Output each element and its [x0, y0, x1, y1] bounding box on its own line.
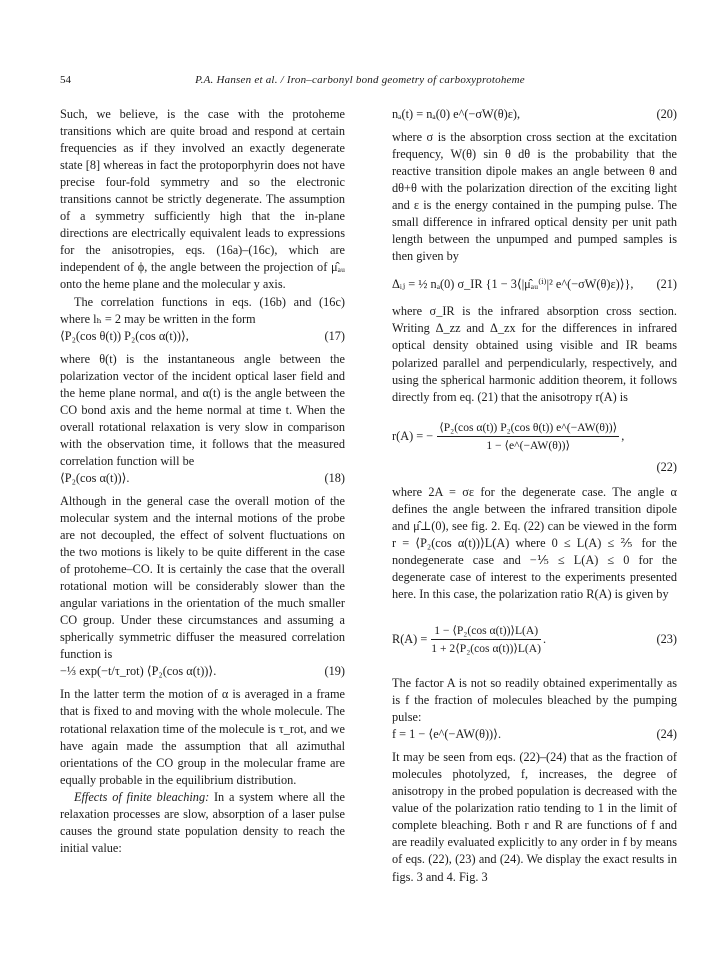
- equation-18: [60, 470, 345, 486]
- equation-number: (24): [656, 727, 677, 742]
- body-paragraph: where σ_IR is the infrared absorption cross section. Writing Δ_zz and Δ_zx for the differences in infrared optical density obtained using visible and IR beams polarized parallel and perpendicularly, respectively, and using the spherical harmonic addition theorem, it follows directly from eq. (21) that the anisotropy r(A) is: [392, 304, 677, 404]
- equation-20: [392, 106, 677, 122]
- equation-number: (17): [324, 328, 345, 343]
- equation-body: −⅓ exp(−t/τ_rot) ⟨P₂(cos α(t))⟩.: [60, 664, 217, 679]
- equation-lhs: R(A) =: [392, 632, 428, 647]
- body-paragraph: It may be seen from eqs. (22)–(24) that as the fraction of molecules photolyzed, f, increases, the degree of anisotropy in the probed population is decreased with the value of the polarization ratio tending to 1 in the limit of complete bleaching. Both r and R are functions of f and are readily evaluated explicitly to any order in f by means of eqs. (22), (23) and (24). We display the exact results in figs. 3 and 4. Fig. 3: [392, 750, 677, 884]
- body-text: In a system where all the relaxation processes are slow, absorption of a laser pulse causes the ground state population density to reach the initial value:: [60, 789, 345, 855]
- equation-24: [392, 726, 677, 742]
- body-paragraph: where θ(t) is the instantaneous angle between the polarization vector of the incident optical laser field and the heme plane normal, and α(t) is the angle between the CO bond axis and the heme normal at time t. When the overall rotational relaxation is very slow in comparison with the observation time, it follows that the measured correlation function will be: [60, 351, 345, 468]
- equation-fraction: [437, 420, 619, 453]
- equation-number: (23): [656, 632, 677, 647]
- equation-number: (21): [656, 277, 677, 292]
- equation-number: (18): [324, 470, 345, 485]
- body-paragraph: where σ is the absorption cross section at the excitation frequency, W(θ) sin θ dθ is the probability that the reactive transition dipole makes an angle between θ and dθ+θ with the polarization direction of the exciting light and ε is the energy contained in the pumping pulse. The small difference in infrared optical density per unit path length between the unpumped and pumped samples is then given by: [392, 130, 677, 264]
- running-title: P.A. Hansen et al. / Iron–carbonyl bond geometry of carboxyprotoheme: [195, 74, 525, 86]
- equation-17: [60, 328, 345, 344]
- body-paragraph: where 2A = σε for the degenerate case. The angle α defines the angle between the infrared transition dipole and μ̂⊥(0), see fig. 2. Eq. (22) can be viewed in the form r = ⟨P₂(cos α(t))⟩L(A) where 0 ≤ L(A) ≤ ⅖ for the nondegenerate case and −⅕ ≤ L(A) ≤ 0 for the degenerate case of interest to the experiments presented here. In this case, the polarization ratio R(A) is given by: [392, 484, 677, 601]
- fraction-denominator: 1 + 2⟨P₂(cos α(t))⟩L(A): [431, 641, 542, 655]
- equation-body: f = 1 − ⟨e^(−AW(θ))⟩.: [392, 727, 502, 742]
- body-paragraph: Although in the general case the overall motion of the molecular system and the internal motions of the probe are not decoupled, the effect of solvent fluctuations on the two motions is likely to be quite different in the case of protoheme–CO. It is certainly the case that the overall rotational motion will be considerably slower than the angular variations in the orientation of the much smaller CO group. Under these circumstances and assuming a spherically symmetric diffuser the measured correlation function is: [60, 493, 345, 662]
- body-paragraph: Such, we believe, is the case with the protoheme transitions which are quite broad and respond at certain frequencies as if they involved an exactly degenerate state [8] whereas in fact the protoporphyrin does not have precise four-fold symmetry and so the electronic transitions cannot be strictly degenerate. The assumption of a symmetry sufficiently high that the in-plane directions are electrically equivalent leads to expressions for the anisotropies, eqs. (16a)–(16c), which are independent of ϕ, the angle between the projection of μ̂ₐᵤ onto the heme plane and the molecular y axis.: [60, 107, 345, 292]
- body-paragraph: In the latter term the motion of α is averaged in a frame that is fixed to and moving with the whole molecule. The rotational relaxation time of the molecule is τ_rot, and we have again made the assumption that all azimuthal orientations of the CO group in the molecular frame are equally probable in the equilibrium distribution.: [60, 687, 345, 787]
- equation-number: (19): [324, 664, 345, 679]
- equation-number: (20): [656, 107, 677, 121]
- equation-tail: ,: [621, 428, 625, 443]
- fraction-numerator: 1 − ⟨P₂(cos α(t))⟩L(A): [434, 623, 539, 637]
- equation-number: (22): [656, 459, 677, 474]
- fraction-denominator: 1 − ⟨e^(−AW(θ))⟩: [486, 438, 571, 452]
- equation-22: [392, 420, 677, 476]
- equation-lhs: r(A) = −: [392, 428, 434, 443]
- page-number: 54: [60, 74, 71, 86]
- body-paragraph: The factor A is not so readily obtained experimentally as is f the fraction of molecules bleached by the pumping pulse:: [392, 676, 677, 725]
- body-paragraph: The correlation functions in eqs. (16b) and (16c) where lₕ = 2 may be written in the form: [60, 294, 345, 326]
- body-paragraph: [60, 789, 345, 857]
- page-header: [60, 72, 660, 88]
- equation-19: [60, 663, 345, 679]
- section-subhead: Effects of finite bleaching:: [74, 789, 210, 804]
- equation-body: ⟨P₂(cos α(t))⟩.: [60, 470, 130, 485]
- right-column: [392, 106, 677, 886]
- left-column: [60, 106, 345, 857]
- equation-21: [392, 275, 677, 293]
- equation-body: ⟨P₂(cos θ(t)) P₂(cos α(t))⟩,: [60, 328, 189, 343]
- equation-fraction: [431, 623, 541, 656]
- fraction-numerator: ⟨P₂(cos α(t)) P₂(cos θ(t)) e^(−AW(θ))⟩: [439, 420, 618, 434]
- equation-body: nₐ(t) = nₐ(0) e^(−σW(θ)ε),: [392, 107, 521, 121]
- equation-body: [392, 623, 647, 656]
- equation-body: Δᵢⱼ = ½ nₐ(0) σ_IR {1 − 3⟨|μ̂ₐᵤ⁽ⁱ⁾|² e^(−σW(θ)ε)⟩},: [392, 277, 634, 292]
- equation-23: [392, 613, 677, 665]
- equation-tail: .: [543, 632, 547, 647]
